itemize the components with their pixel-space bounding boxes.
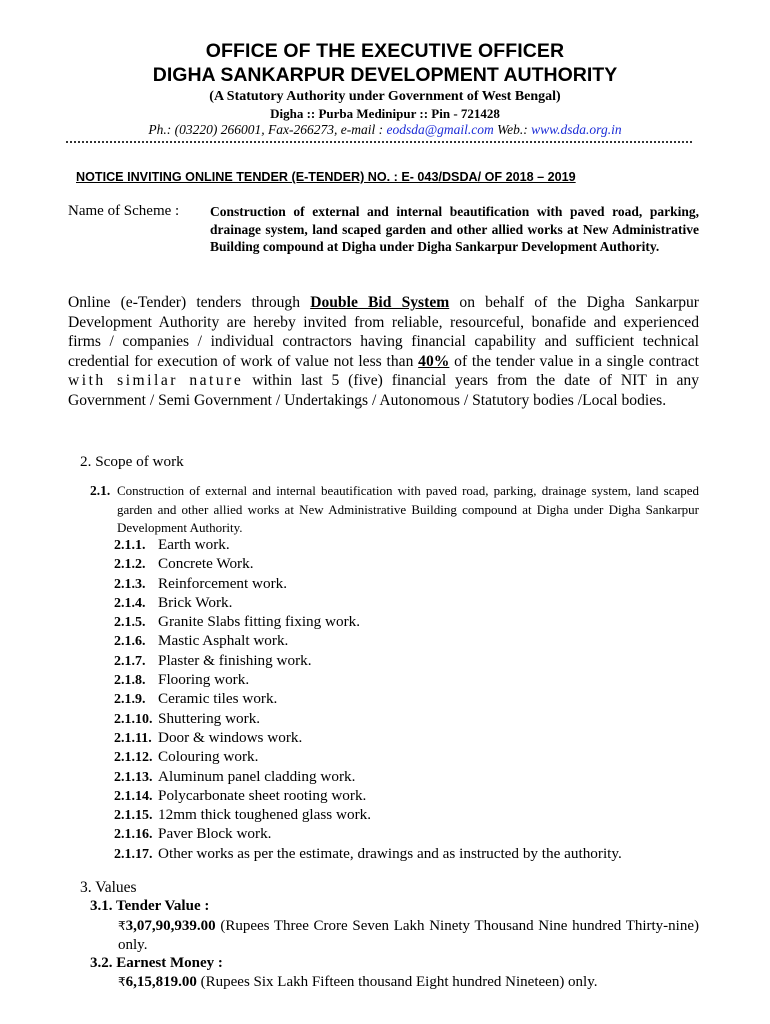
earnest-money-label: 3.2. Earnest Money : [90,955,223,971]
list-item [114,632,704,651]
list-item-number: 2.1.8. [114,673,146,689]
intro-text-4: within last 5 (five) financial years from the date of NIT in any Government / Semi Government / Undertakings / Autonomous / Statutory bodies /Local bodies. [68,372,699,409]
notice-heading: NOTICE INVITING ONLINE TENDER (E-TENDER) NO. : E- 043/DSDA/ OF 2018 – 2019 [76,170,576,184]
list-item [114,555,704,574]
tender-value-label: 3.1. Tender Value : [90,898,210,914]
list-item [114,787,704,806]
list-item-number: 2.1.17. [114,846,153,862]
earnest-money-value [118,974,598,991]
authority-subtitle: (A Statutory Authority under Government of West Bengal) [209,89,561,104]
intro-text-3: of the tender value in a single contract [449,352,699,370]
list-item-text: Aluminum panel cladding work. [158,767,356,785]
list-item-number: 2.1.2. [114,557,146,573]
scheme-description: Construction of external and internal beautification with paved road, parking, drainage system, land scaped garden and other allied works at New Administrative Building compound at Digha under Digha Sankarpur Development Authority. [210,204,699,255]
earnest-money-words: (Rupees Six Lakh Fifteen thousand Eight hundred Nineteen) only. [196,974,598,990]
scope-subsection [90,482,699,538]
list-item-number: 2.1.15. [114,808,153,824]
subsection-number: 2.1. [90,483,111,498]
list-item-number: 2.1.6. [114,634,146,650]
web-prefix: Web.: [493,122,532,137]
list-item [114,729,704,748]
bid-system-emphasis: Double Bid System [310,294,450,311]
list-item-text: Mastic Asphalt work. [158,632,289,650]
tender-value [118,917,699,956]
header-divider [66,141,692,143]
list-item [114,845,704,864]
list-item [114,594,704,613]
list-item [114,671,704,690]
email-link[interactable]: eodsda@gmail.com [386,122,494,137]
list-item [114,575,704,594]
list-item-number: 2.1.7. [114,653,146,669]
list-item [114,690,704,709]
list-item-number: 2.1.5. [114,615,146,631]
tender-amount: 3,07,90,939.00 [125,918,216,934]
list-item [114,806,704,825]
list-item-text: Other works as per the estimate, drawings and as instructed by the authority. [158,844,622,862]
list-item-number: 2.1.14. [114,788,153,804]
list-item-text: Door & windows work. [158,728,303,746]
list-item-number: 2.1.11. [114,730,152,746]
contact-line [0,122,770,138]
list-item-text: Granite Slabs fitting fixing work. [158,613,361,631]
percentage-emphasis: 40% [418,352,450,370]
rupee-icon: ₹ [118,975,126,989]
scope-item-list [114,536,704,864]
scope-heading: 2. Scope of work [80,453,184,470]
subsection-text: Construction of external and internal beautification with paved road, parking, drainage system, land scaped garden and other allied works at New Administrative Building compound at Digha under Digha Sankarpur Development Authority. [117,483,699,536]
list-item-text: Plaster & finishing work. [158,651,312,669]
scheme-label: Name of Scheme : [68,203,180,219]
website-link[interactable]: www.dsda.org.in [531,122,622,137]
intro-text-1: Online (e-Tender) tenders through [68,294,311,311]
list-item-text: 12mm thick toughened glass work. [158,806,372,824]
list-item-text: Reinforcement work. [158,574,288,592]
list-item [114,710,704,729]
list-item-number: 2.1.16. [114,827,153,843]
list-item-text: Flooring work. [158,671,250,689]
address-line: Digha :: Purba Medinipur :: Pin - 721428 [270,106,500,121]
list-item-number: 2.1.4. [114,595,146,611]
list-item-text: Concrete Work. [158,555,254,573]
list-item-number: 2.1.9. [114,692,146,708]
list-item-number: 2.1.10. [114,711,153,727]
list-item-number: 2.1.12. [114,750,153,766]
rupee-icon: ₹ [118,919,126,933]
list-item-text: Paver Block work. [158,825,272,843]
list-item-number: 2.1.1. [114,538,146,553]
list-item-text: Polycarbonate sheet rooting work. [158,786,367,804]
list-item [114,825,704,844]
list-item-number: 2.1.13. [114,769,153,785]
list-item [114,748,704,767]
list-item-text: Earth work. [158,536,230,553]
tender-amount-words: (Rupees Three Crore Seven Lakh Ninety Thousand Nine hundred Thirty-nine) only. [118,918,699,954]
authority-title: DIGHA SANKARPUR DEVELOPMENT AUTHORITY [152,64,618,86]
list-item-text: Colouring work. [158,748,259,766]
office-title: OFFICE OF THE EXECUTIVE OFFICER [205,40,565,62]
contact-phone-fax: Ph.: (03220) 266001, Fax-266273, e-mail : [148,122,387,137]
list-item [114,652,704,671]
values-heading: 3. Values [80,879,137,896]
list-item [114,768,704,787]
list-item-text: Ceramic tiles work. [158,690,278,708]
earnest-money-amount: 6,15,819.00 [125,974,197,990]
list-item-text: Brick Work. [158,593,233,611]
intro-spaced-text: with similar nature [68,372,244,389]
list-item-number: 2.1.3. [114,576,146,592]
intro-text-2: on behalf of the Digha Sankarpur Development Authority are hereby invited from reliable, resourceful, bonafide and experienced firms / companies / individual contractors having financial capability and sufficient technical credential for execution of work of value not less than [68,294,699,370]
list-item [114,536,704,555]
list-item-text: Shuttering work. [158,709,261,727]
list-item [114,613,704,632]
intro-paragraph [68,293,699,410]
